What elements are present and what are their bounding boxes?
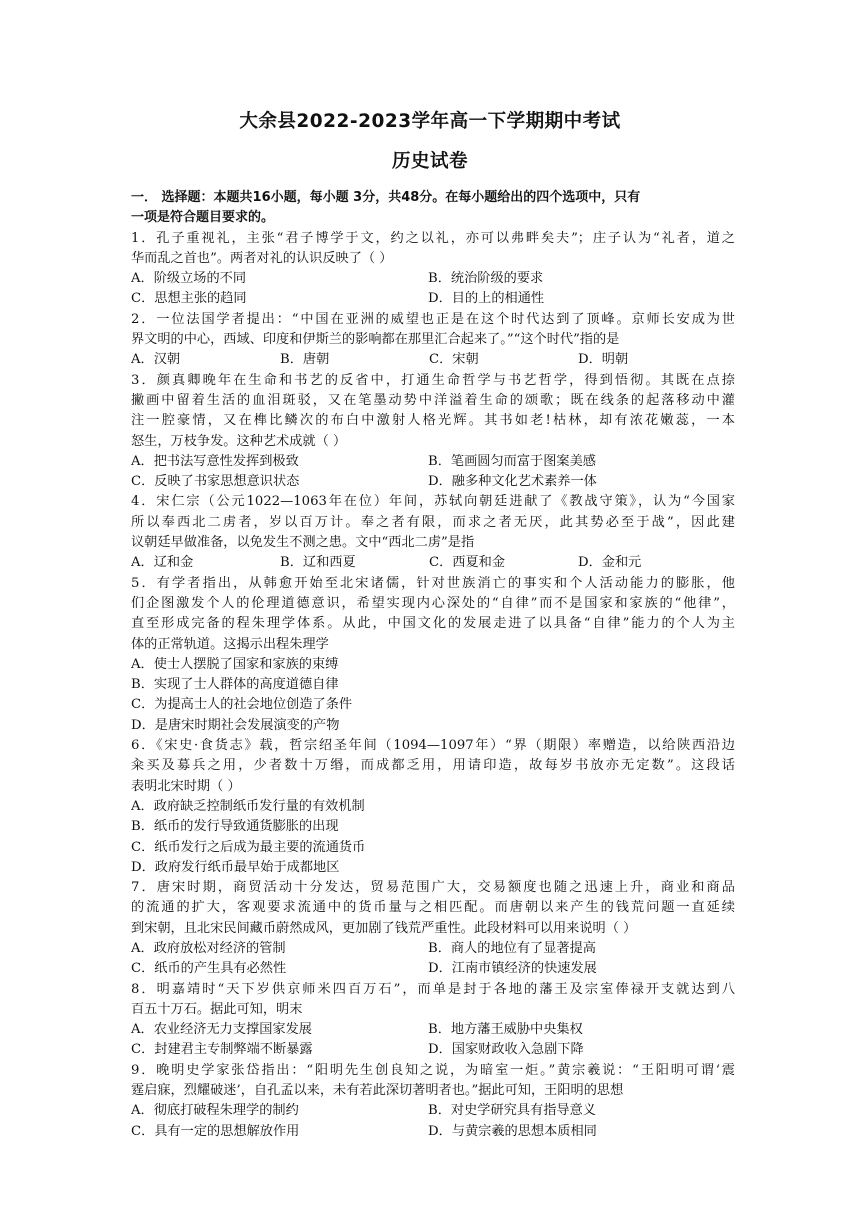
option-c: C．具有一定的思想解放作用 (131, 1123, 300, 1139)
question (131, 371, 735, 493)
option-a: A．辽和金 (131, 555, 194, 571)
question-stem-line: 7．唐宋时期，商贸活动十分发达，贸易范围广大，交易额度也随之迅速上升，商业和商品 (131, 880, 735, 896)
question (131, 229, 735, 310)
option-c: C．纸币发行之后成为最主要的流通货币 (131, 839, 366, 855)
option-b: B．唐朝 (280, 352, 330, 368)
question-stem-line: 表明北宋时期（ ） (131, 778, 241, 794)
question-stem-line: 的流通的扩大，客观要求流通中的货币量与之相匹配。而唐朝以来产生的钱荒问题一直延续 (131, 900, 735, 916)
option-d: D．融多种文化艺术素养一体 (428, 474, 597, 490)
option-c: C．反映了书家思想意识状态 (131, 474, 300, 490)
option-a: A．农业经济无力支撑国家发展 (131, 1022, 312, 1038)
question-stem-line: 籴买及募兵之用，少者数十万缗，而成都乏用，用请印造，故每岁书放亦无定数”。这段话 (131, 758, 735, 774)
options-row (131, 553, 735, 573)
question-stem-line: 撇画中留着生活的血泪斑驳，又在笔墨动势中洋溢着生命的颂歌；既在线条的起落移动中灌 (131, 392, 735, 408)
question-stem-line: 6．《宋史·食货志》载，哲宗绍圣年间（1094—1097年）“界（期限）率赠造，以给陕西沿边 (131, 738, 735, 754)
options-row (131, 350, 735, 370)
exam-content (131, 188, 735, 1142)
question-stem-line: 到宋朝，且北宋民间藏币蔚然成风，更加剧了钱荒严重性。此段材料可以用来说明（ ） (131, 920, 637, 936)
question-stem-line: 议朝廷早做准备，以免发生不测之患。文中“西北二虏”是指 (131, 535, 475, 551)
options-row (131, 1040, 735, 1060)
option-a: A．政府缺乏控制纸币发行量的有效机制 (131, 798, 365, 814)
question-stem-line: 5．有学者指出，从韩愈开始至北宋诸儒，针对世族消亡的事实和个人活动能力的膨胀，他 (131, 575, 735, 591)
question-stem-line: 们企图激发个人的伦理道德意识，希望实现内心深处的“自律”而不是国家和家族的“他律”， (131, 595, 735, 611)
question-stem-line: 所以奉西北二虏者，岁以百万计。奉之者有限，而求之者无厌，此其势必至于战”，因此建 (131, 514, 735, 530)
question-stem-line: 体的正常轨道。这揭示出程朱理学 (131, 636, 329, 652)
options-row (131, 472, 735, 492)
question (131, 574, 735, 736)
question (131, 736, 735, 878)
options-row (131, 1101, 735, 1121)
options-row (131, 269, 735, 289)
option-c: C．封建君主专制弊端不断暴露 (131, 1042, 313, 1058)
question-stem-line: 注一腔豪情，又在榫比鳞次的布白中激射人格光辉。其书如老!枯林，却有浓花嫩蕊，一本 (131, 413, 735, 429)
option-c: C．宋朝 (429, 352, 479, 368)
question (131, 492, 735, 573)
option-b: B．实现了士人群体的高度道德自律 (131, 677, 339, 693)
option-b: B．地方藩王威胁中央集权 (428, 1022, 583, 1038)
option-d: D．政府发行纸币最早始于成都地区 (131, 859, 340, 875)
options-row (131, 1122, 735, 1142)
question (131, 310, 735, 371)
question-stem-line: 4．宋仁宗（公元1022—1063年在位）年间，苏轼向朝廷进献了《教战守策》，认为“今国家 (131, 494, 735, 510)
question-stem-line: 霆启寐，烈耀破迷’，自孔孟以来，未有若此深切著明者也。”据此可知，王阳明的思想 (131, 1083, 624, 1099)
question-stem-line: 2．一位法国学者提出：“中国在亚洲的威望也正是在这个时代达到了顶峰。京师长安成为世 (131, 311, 735, 327)
option-b: B．对史学研究具有指导意义 (428, 1103, 596, 1119)
option-a: A．使士人摆脱了国家和家族的束缚 (131, 656, 339, 672)
exam-subtitle: 历史试卷 (391, 151, 468, 172)
option-d: D．明朝 (578, 352, 629, 368)
option-a: A．阶级立场的不同 (131, 271, 247, 287)
question-stem-line: 1．孔子重视礼，主张“君子博学于文，约之以礼，亦可以弗畔矣夫”；庄子认为“礼者，道之 (131, 230, 735, 246)
option-a: A．把书法写意性发挥到极致 (131, 453, 299, 469)
option-d: D．金和元 (578, 555, 642, 571)
option-c: C．为提高士人的社会地位创造了条件 (131, 697, 353, 713)
option-a: A．政府放松对经济的管制 (131, 940, 286, 956)
option-d: D．与黄宗羲的思想本质相同 (428, 1123, 597, 1139)
option-d: D．国家财政收入急剧下降 (428, 1042, 584, 1058)
option-b: B．辽和西夏 (280, 555, 356, 571)
section-heading (131, 188, 735, 229)
question-stem-line: 直至形成完备的程朱理学体系。从此，中国文化的发展走进了以具备“自律”能力的个人为主 (131, 616, 735, 632)
question (131, 1061, 735, 1142)
question-stem-line: 3．颜真卿晚年在生命和书艺的反省中，打通生命哲学与书艺哲学，得到悟彻。其既在点捺 (131, 372, 735, 388)
options-row (131, 289, 735, 309)
option-b: B．商人的地位有了显著提高 (428, 940, 596, 956)
option-d: D．是唐宋时期社会发展演变的产物 (131, 717, 340, 733)
option-a: A．彻底打破程朱理学的制约 (131, 1103, 299, 1119)
option-b: B．纸币的发行导致通货膨胀的出现 (131, 819, 339, 835)
options-row (131, 452, 735, 472)
option-c: C．思想主张的趋同 (131, 291, 247, 307)
option-d: D．目的上的相通性 (428, 291, 545, 307)
option-c: C．纸币的产生具有必然性 (131, 961, 287, 977)
options-row (131, 1020, 735, 1040)
options-row (131, 959, 735, 979)
question-stem-line: 百五十万石。据此可知，明末 (131, 1001, 303, 1017)
question-stem-line: 9．晚明史学家张岱指出：“阳明先生创良知之说，为暗室一炬。”黄宗羲说：“王阳明可谓‘震 (131, 1062, 735, 1078)
question-stem-line: 8．明嘉靖时“天下岁供京师米四百万石”，而单是封于各地的藩王及宗室俸禄开支就达到八 (131, 981, 735, 997)
question-stem-line: 界文明的中心，西域、印度和伊斯兰的影响都在那里汇合起来了。”“这个时代”指的是 (131, 332, 620, 348)
question (131, 980, 735, 1061)
option-b: B．统治阶级的要求 (428, 271, 544, 287)
question (131, 878, 735, 979)
exam-title: 大余县2022-2023学年高一下学期期中考试 (239, 111, 621, 132)
option-a: A．汉朝 (131, 352, 181, 368)
section-heading-line: 一． 选择题：本题共16小题，每小题 3分，共48分。在每小题给出的四个选项中，只有 (131, 190, 641, 205)
option-d: D．江南市镇经济的快速发展 (428, 961, 597, 977)
question-stem-line: 华而乱之首也”。两者对礼的认识反映了（ ） (131, 250, 393, 266)
option-b: B．笔画圆匀而富于图案美感 (428, 453, 596, 469)
option-c: C．西夏和金 (429, 555, 506, 571)
options-row (131, 939, 735, 959)
section-heading-line: 一项是符合题目要求的。 (131, 210, 275, 226)
question-stem-line: 怒生，万枝争发。这种艺术成就（ ） (131, 433, 347, 449)
